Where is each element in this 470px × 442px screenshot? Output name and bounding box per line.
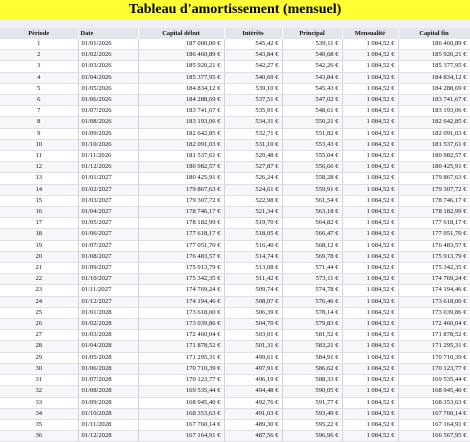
cell-principal: 578,14 €: [282, 307, 342, 318]
cell-date: 01/07/2027: [78, 240, 138, 251]
table-row: [0, 128, 470, 139]
cell-interets: 537,51 €: [224, 95, 282, 106]
cell-capital-debut: 174 769,24 €: [138, 285, 224, 296]
cell-interets: 494,48 €: [224, 386, 282, 397]
cell-capital-fin: 173 618,00 €: [398, 296, 470, 307]
cell-interets: 518,05 €: [224, 229, 282, 240]
cell-capital-fin: 168 945,40 €: [398, 386, 470, 397]
cell-principal: 568,12 €: [282, 240, 342, 251]
cell-interets: 513,08 €: [224, 263, 282, 274]
cell-capital-debut: 168 945,40 €: [138, 397, 224, 408]
cell-capital-debut: 182 091,03 €: [138, 139, 224, 150]
cell-interets: 519,70 €: [224, 218, 282, 229]
cell-periode: 2: [0, 50, 78, 61]
table-row: [0, 352, 470, 363]
cell-interets: 508,07 €: [224, 296, 282, 307]
cell-interets: 531,10 €: [224, 139, 282, 150]
cell-principal: 569,78 €: [282, 251, 342, 262]
cell-date: 01/12/2028: [78, 431, 138, 442]
cell-principal: 579,83 €: [282, 319, 342, 330]
table-row: [0, 195, 470, 206]
table-row: [0, 319, 470, 330]
cell-principal: 593,49 €: [282, 408, 342, 419]
table-row: [0, 296, 470, 307]
cell-periode: 21: [0, 263, 78, 274]
cell-date: 01/04/2026: [78, 72, 138, 83]
cell-mensualite: 1 084,52 €: [342, 218, 398, 229]
cell-periode: 30: [0, 363, 78, 374]
cell-periode: 18: [0, 229, 78, 240]
cell-date: 01/04/2027: [78, 207, 138, 218]
cell-principal: 540,68 €: [282, 50, 342, 61]
cell-mensualite: 1 084,52 €: [342, 139, 398, 150]
cell-date: 01/09/2028: [78, 397, 138, 408]
cell-interets: 535,91 €: [224, 106, 282, 117]
cell-mensualite: 1 084,52 €: [342, 363, 398, 374]
cell-date: 01/02/2027: [78, 184, 138, 195]
cell-periode: 26: [0, 319, 78, 330]
cell-capital-debut: 168 353,63 €: [138, 408, 224, 419]
table-row: [0, 95, 470, 106]
cell-principal: 596,96 €: [282, 431, 342, 442]
cell-principal: 539,11 €: [282, 39, 342, 50]
cell-capital-debut: 174 194,46 €: [138, 296, 224, 307]
cell-date: 01/06/2028: [78, 363, 138, 374]
cell-capital-debut: 184 288,69 €: [138, 95, 224, 106]
cell-date: 01/06/2027: [78, 229, 138, 240]
cell-capital-debut: 180 982,57 €: [138, 162, 224, 173]
cell-principal: 550,21 €: [282, 117, 342, 128]
cell-date: 01/03/2027: [78, 195, 138, 206]
cell-periode: 8: [0, 117, 78, 128]
cell-periode: 34: [0, 408, 78, 419]
cell-interets: 542,27 €: [224, 61, 282, 72]
cell-date: 01/08/2027: [78, 251, 138, 262]
cell-capital-debut: 180 425,91 €: [138, 173, 224, 184]
cell-mensualite: 1 084,52 €: [342, 229, 398, 240]
table-row: [0, 341, 470, 352]
cell-interets: 516,40 €: [224, 240, 282, 251]
cell-date: 01/03/2028: [78, 330, 138, 341]
cell-capital-fin: 167 760,14 €: [398, 408, 470, 419]
cell-interets: 529,48 €: [224, 151, 282, 162]
cell-interets: 524,61 €: [224, 184, 282, 195]
cell-capital-fin: 180 425,91 €: [398, 162, 470, 173]
cell-capital-fin: 173 039,86 €: [398, 307, 470, 318]
cell-capital-debut: 167 760,14 €: [138, 419, 224, 430]
cell-capital-debut: 169 535,44 €: [138, 386, 224, 397]
cell-principal: 542,26 €: [282, 61, 342, 72]
cell-capital-debut: 170 123,77 €: [138, 375, 224, 386]
table-row: [0, 184, 470, 195]
cell-capital-debut: 170 710,39 €: [138, 363, 224, 374]
table-row: [0, 173, 470, 184]
cell-principal: 563,18 €: [282, 207, 342, 218]
cell-principal: 564,82 €: [282, 218, 342, 229]
cell-mensualite: 1 084,52 €: [342, 330, 398, 341]
cell-periode: 27: [0, 330, 78, 341]
cell-date: 01/10/2028: [78, 408, 138, 419]
cell-capital-fin: 175 342,35 €: [398, 263, 470, 274]
cell-date: 01/05/2028: [78, 352, 138, 363]
cell-periode: 16: [0, 207, 78, 218]
cell-capital-debut: 181 537,61 €: [138, 151, 224, 162]
cell-principal: 543,84 €: [282, 72, 342, 83]
cell-capital-fin: 181 537,61 €: [398, 139, 470, 150]
cell-mensualite: 1 084,52 €: [342, 419, 398, 430]
cell-interets: 511,42 €: [224, 274, 282, 285]
table-row: [0, 263, 470, 274]
cell-capital-debut: 182 642,85 €: [138, 128, 224, 139]
cell-date: 01/08/2026: [78, 117, 138, 128]
cell-mensualite: 1 084,52 €: [342, 397, 398, 408]
cell-principal: 545,43 €: [282, 83, 342, 94]
column-header-interets: Intérêts: [224, 28, 282, 39]
cell-periode: 6: [0, 95, 78, 106]
cell-periode: 24: [0, 296, 78, 307]
table-row: [0, 139, 470, 150]
cell-capital-fin: 179 867,63 €: [398, 173, 470, 184]
cell-date: 01/05/2027: [78, 218, 138, 229]
cell-interets: 527,87 €: [224, 162, 282, 173]
cell-mensualite: 1 084,52 €: [342, 195, 398, 206]
column-header-mensualite: Mensualité: [342, 28, 398, 39]
cell-principal: 586,62 €: [282, 363, 342, 374]
cell-capital-debut: 178 746,17 €: [138, 207, 224, 218]
table-row: [0, 375, 470, 386]
cell-capital-fin: 183 193,06 €: [398, 106, 470, 117]
cell-capital-fin: 183 741,67 €: [398, 95, 470, 106]
cell-capital-debut: 176 483,57 €: [138, 251, 224, 262]
table-row: [0, 61, 470, 72]
cell-principal: 556,66 €: [282, 162, 342, 173]
table-row: [0, 39, 470, 50]
cell-capital-debut: 171 878,52 €: [138, 341, 224, 352]
cell-interets: 514,74 €: [224, 251, 282, 262]
cell-mensualite: 1 084,52 €: [342, 352, 398, 363]
cell-principal: 584,91 €: [282, 352, 342, 363]
cell-principal: 583,21 €: [282, 341, 342, 352]
table-row: [0, 274, 470, 285]
cell-principal: 574,78 €: [282, 285, 342, 296]
cell-mensualite: 1 084,52 €: [342, 341, 398, 352]
cell-date: 01/12/2026: [78, 162, 138, 173]
cell-principal: 553,43 €: [282, 139, 342, 150]
cell-periode: 3: [0, 61, 78, 72]
cell-capital-debut: 178 182,99 €: [138, 218, 224, 229]
cell-capital-debut: 173 039,86 €: [138, 319, 224, 330]
cell-capital-fin: 182 642,85 €: [398, 117, 470, 128]
cell-mensualite: 1 084,52 €: [342, 184, 398, 195]
table-row: [0, 386, 470, 397]
cell-capital-debut: 185 920,21 €: [138, 61, 224, 72]
cell-principal: 548,61 €: [282, 106, 342, 117]
cell-mensualite: 1 084,52 €: [342, 251, 398, 262]
cell-date: 01/09/2027: [78, 263, 138, 274]
cell-capital-fin: 170 123,77 €: [398, 363, 470, 374]
cell-mensualite: 1 084,52 €: [342, 173, 398, 184]
table-header-row: [0, 28, 470, 39]
cell-capital-debut: 177 051,70 €: [138, 240, 224, 251]
cell-principal: 551,82 €: [282, 128, 342, 139]
cell-periode: 15: [0, 195, 78, 206]
cell-date: 01/08/2028: [78, 386, 138, 397]
cell-capital-debut: 172 460,04 €: [138, 330, 224, 341]
cell-capital-fin: 177 618,17 €: [398, 218, 470, 229]
cell-principal: 581,52 €: [282, 330, 342, 341]
cell-capital-debut: 175 913,79 €: [138, 263, 224, 274]
cell-date: 01/07/2026: [78, 106, 138, 117]
cell-mensualite: 1 084,52 €: [342, 274, 398, 285]
cell-capital-debut: 179 307,72 €: [138, 195, 224, 206]
table-row: [0, 72, 470, 83]
table-row: [0, 251, 470, 262]
cell-capital-fin: 174 769,24 €: [398, 274, 470, 285]
page-title: Tableau d'amortissement (mensuel): [0, 0, 470, 20]
cell-capital-fin: 174 194,46 €: [398, 285, 470, 296]
cell-periode: 7: [0, 106, 78, 117]
cell-date: 01/10/2026: [78, 139, 138, 150]
cell-periode: 29: [0, 352, 78, 363]
table-row: [0, 330, 470, 341]
cell-mensualite: 1 084,52 €: [342, 50, 398, 61]
cell-interets: 545,42 €: [224, 39, 282, 50]
cell-interets: 487,56 €: [224, 431, 282, 442]
table-row: [0, 285, 470, 296]
cell-periode: 35: [0, 419, 78, 430]
cell-mensualite: 1 084,52 €: [342, 263, 398, 274]
table-row: [0, 419, 470, 430]
cell-date: 01/12/2027: [78, 296, 138, 307]
cell-principal: 591,77 €: [282, 397, 342, 408]
cell-capital-fin: 184 288,69 €: [398, 83, 470, 94]
table-row: [0, 408, 470, 419]
cell-mensualite: 1 084,52 €: [342, 240, 398, 251]
cell-capital-debut: 171 295,31 €: [138, 352, 224, 363]
table-row: [0, 106, 470, 117]
cell-mensualite: 1 084,52 €: [342, 408, 398, 419]
cell-periode: 36: [0, 431, 78, 442]
cell-mensualite: 1 084,52 €: [342, 307, 398, 318]
cell-principal: 561,54 €: [282, 195, 342, 206]
cell-principal: 547,02 €: [282, 95, 342, 106]
cell-date: 01/01/2026: [78, 39, 138, 50]
cell-periode: 25: [0, 307, 78, 318]
cell-capital-debut: 186 460,89 €: [138, 50, 224, 61]
cell-principal: 573,11 €: [282, 274, 342, 285]
cell-mensualite: 1 084,52 €: [342, 95, 398, 106]
cell-capital-debut: 185 377,95 €: [138, 72, 224, 83]
cell-mensualite: 1 084,52 €: [342, 319, 398, 330]
cell-periode: 11: [0, 151, 78, 162]
cell-interets: 506,39 €: [224, 307, 282, 318]
cell-date: 01/01/2027: [78, 173, 138, 184]
cell-mensualite: 1 084,52 €: [342, 83, 398, 94]
cell-periode: 10: [0, 139, 78, 150]
cell-capital-fin: 167 164,91 €: [398, 419, 470, 430]
cell-capital-fin: 180 982,57 €: [398, 151, 470, 162]
table-row: [0, 431, 470, 442]
cell-capital-debut: 177 618,17 €: [138, 229, 224, 240]
cell-interets: 539,10 €: [224, 83, 282, 94]
cell-interets: 503,01 €: [224, 330, 282, 341]
cell-capital-fin: 176 483,57 €: [398, 240, 470, 251]
cell-capital-fin: 169 535,44 €: [398, 375, 470, 386]
table-body: [0, 39, 470, 442]
cell-date: 01/04/2028: [78, 341, 138, 352]
cell-capital-debut: 179 867,63 €: [138, 184, 224, 195]
cell-interets: 497,91 €: [224, 363, 282, 374]
cell-principal: 595,22 €: [282, 419, 342, 430]
cell-periode: 13: [0, 173, 78, 184]
cell-mensualite: 1 084,52 €: [342, 61, 398, 72]
cell-interets: 504,70 €: [224, 319, 282, 330]
cell-interets: 491,03 €: [224, 408, 282, 419]
cell-periode: 4: [0, 72, 78, 83]
cell-interets: 522,98 €: [224, 195, 282, 206]
cell-principal: 571,44 €: [282, 263, 342, 274]
cell-principal: 559,91 €: [282, 184, 342, 195]
table-row: [0, 151, 470, 162]
cell-mensualite: 1 084,52 €: [342, 285, 398, 296]
column-header-date: Date: [78, 28, 138, 39]
cell-periode: 12: [0, 162, 78, 173]
cell-date: 01/02/2026: [78, 50, 138, 61]
cell-capital-fin: 182 091,03 €: [398, 128, 470, 139]
cell-principal: 590,05 €: [282, 386, 342, 397]
cell-date: 01/07/2028: [78, 375, 138, 386]
cell-mensualite: 1 084,52 €: [342, 375, 398, 386]
table-row: [0, 218, 470, 229]
cell-mensualite: 1 084,52 €: [342, 386, 398, 397]
cell-mensualite: 1 084,52 €: [342, 128, 398, 139]
cell-interets: 521,34 €: [224, 207, 282, 218]
cell-date: 01/02/2028: [78, 319, 138, 330]
cell-date: 01/11/2027: [78, 285, 138, 296]
cell-interets: 501,31 €: [224, 341, 282, 352]
cell-interets: 534,31 €: [224, 117, 282, 128]
cell-date: 01/11/2026: [78, 151, 138, 162]
cell-capital-fin: 185 920,21 €: [398, 50, 470, 61]
cell-interets: 540,69 €: [224, 72, 282, 83]
cell-date: 01/05/2026: [78, 83, 138, 94]
column-header-capital-fin: Capital fin: [398, 28, 470, 39]
cell-periode: 17: [0, 218, 78, 229]
cell-periode: 5: [0, 83, 78, 94]
table-row: [0, 397, 470, 408]
cell-capital-fin: 166 567,95 €: [398, 431, 470, 442]
cell-periode: 14: [0, 184, 78, 195]
cell-periode: 22: [0, 274, 78, 285]
cell-capital-debut: 173 618,00 €: [138, 307, 224, 318]
column-header-capital-debut: Capital début: [138, 28, 224, 39]
cell-capital-fin: 185 377,95 €: [398, 61, 470, 72]
cell-principal: 558,28 €: [282, 173, 342, 184]
table-row: [0, 207, 470, 218]
cell-date: 01/09/2026: [78, 128, 138, 139]
cell-interets: 543,84 €: [224, 50, 282, 61]
cell-date: 01/10/2027: [78, 274, 138, 285]
table-row: [0, 50, 470, 61]
cell-interets: 526,24 €: [224, 173, 282, 184]
table-row: [0, 363, 470, 374]
cell-capital-fin: 186 460,89 €: [398, 39, 470, 50]
cell-capital-fin: 170 710,39 €: [398, 352, 470, 363]
cell-periode: 1: [0, 39, 78, 50]
table-row: [0, 240, 470, 251]
cell-interets: 492,76 €: [224, 397, 282, 408]
cell-capital-debut: 175 342,35 €: [138, 274, 224, 285]
cell-mensualite: 1 084,52 €: [342, 431, 398, 442]
table-row: [0, 162, 470, 173]
cell-date: 01/03/2026: [78, 61, 138, 72]
cell-mensualite: 1 084,52 €: [342, 207, 398, 218]
table-row: [0, 307, 470, 318]
amortization-table: [0, 28, 470, 442]
cell-mensualite: 1 084,52 €: [342, 117, 398, 128]
cell-principal: 576,46 €: [282, 296, 342, 307]
cell-capital-fin: 179 307,72 €: [398, 184, 470, 195]
cell-capital-debut: 183 741,67 €: [138, 106, 224, 117]
cell-capital-fin: 175 913,79 €: [398, 251, 470, 262]
cell-mensualite: 1 084,52 €: [342, 39, 398, 50]
cell-periode: 31: [0, 375, 78, 386]
table-row: [0, 83, 470, 94]
cell-interets: 489,30 €: [224, 419, 282, 430]
cell-date: 01/06/2026: [78, 95, 138, 106]
cell-principal: 566,47 €: [282, 229, 342, 240]
cell-principal: 555,04 €: [282, 151, 342, 162]
cell-capital-fin: 178 182,99 €: [398, 207, 470, 218]
cell-periode: 20: [0, 251, 78, 262]
cell-periode: 9: [0, 128, 78, 139]
column-header-periode: Période: [0, 28, 78, 39]
table-row: [0, 229, 470, 240]
cell-periode: 28: [0, 341, 78, 352]
cell-capital-fin: 172 460,04 €: [398, 319, 470, 330]
cell-capital-debut: 187 000,00 €: [138, 39, 224, 50]
cell-periode: 32: [0, 386, 78, 397]
cell-mensualite: 1 084,52 €: [342, 151, 398, 162]
cell-mensualite: 1 084,52 €: [342, 296, 398, 307]
cell-capital-debut: 184 834,12 €: [138, 83, 224, 94]
cell-capital-fin: 178 746,17 €: [398, 195, 470, 206]
cell-interets: 496,19 €: [224, 375, 282, 386]
cell-periode: 33: [0, 397, 78, 408]
cell-interets: 509,74 €: [224, 285, 282, 296]
cell-principal: 588,33 €: [282, 375, 342, 386]
cell-capital-fin: 171 295,31 €: [398, 341, 470, 352]
cell-mensualite: 1 084,52 €: [342, 106, 398, 117]
cell-periode: 23: [0, 285, 78, 296]
cell-periode: 19: [0, 240, 78, 251]
cell-date: 01/11/2028: [78, 419, 138, 430]
cell-capital-debut: 183 193,06 €: [138, 117, 224, 128]
cell-mensualite: 1 084,52 €: [342, 162, 398, 173]
column-header-principal: Principal: [282, 28, 342, 39]
cell-capital-fin: 171 878,52 €: [398, 330, 470, 341]
cell-capital-debut: 167 164,91 €: [138, 431, 224, 442]
cell-interets: 499,61 €: [224, 352, 282, 363]
table-row: [0, 117, 470, 128]
cell-capital-fin: 177 051,70 €: [398, 229, 470, 240]
cell-interets: 532,71 €: [224, 128, 282, 139]
cell-date: 01/01/2028: [78, 307, 138, 318]
cell-mensualite: 1 084,52 €: [342, 72, 398, 83]
cell-capital-fin: 168 353,63 €: [398, 397, 470, 408]
cell-capital-fin: 184 834,12 €: [398, 72, 470, 83]
